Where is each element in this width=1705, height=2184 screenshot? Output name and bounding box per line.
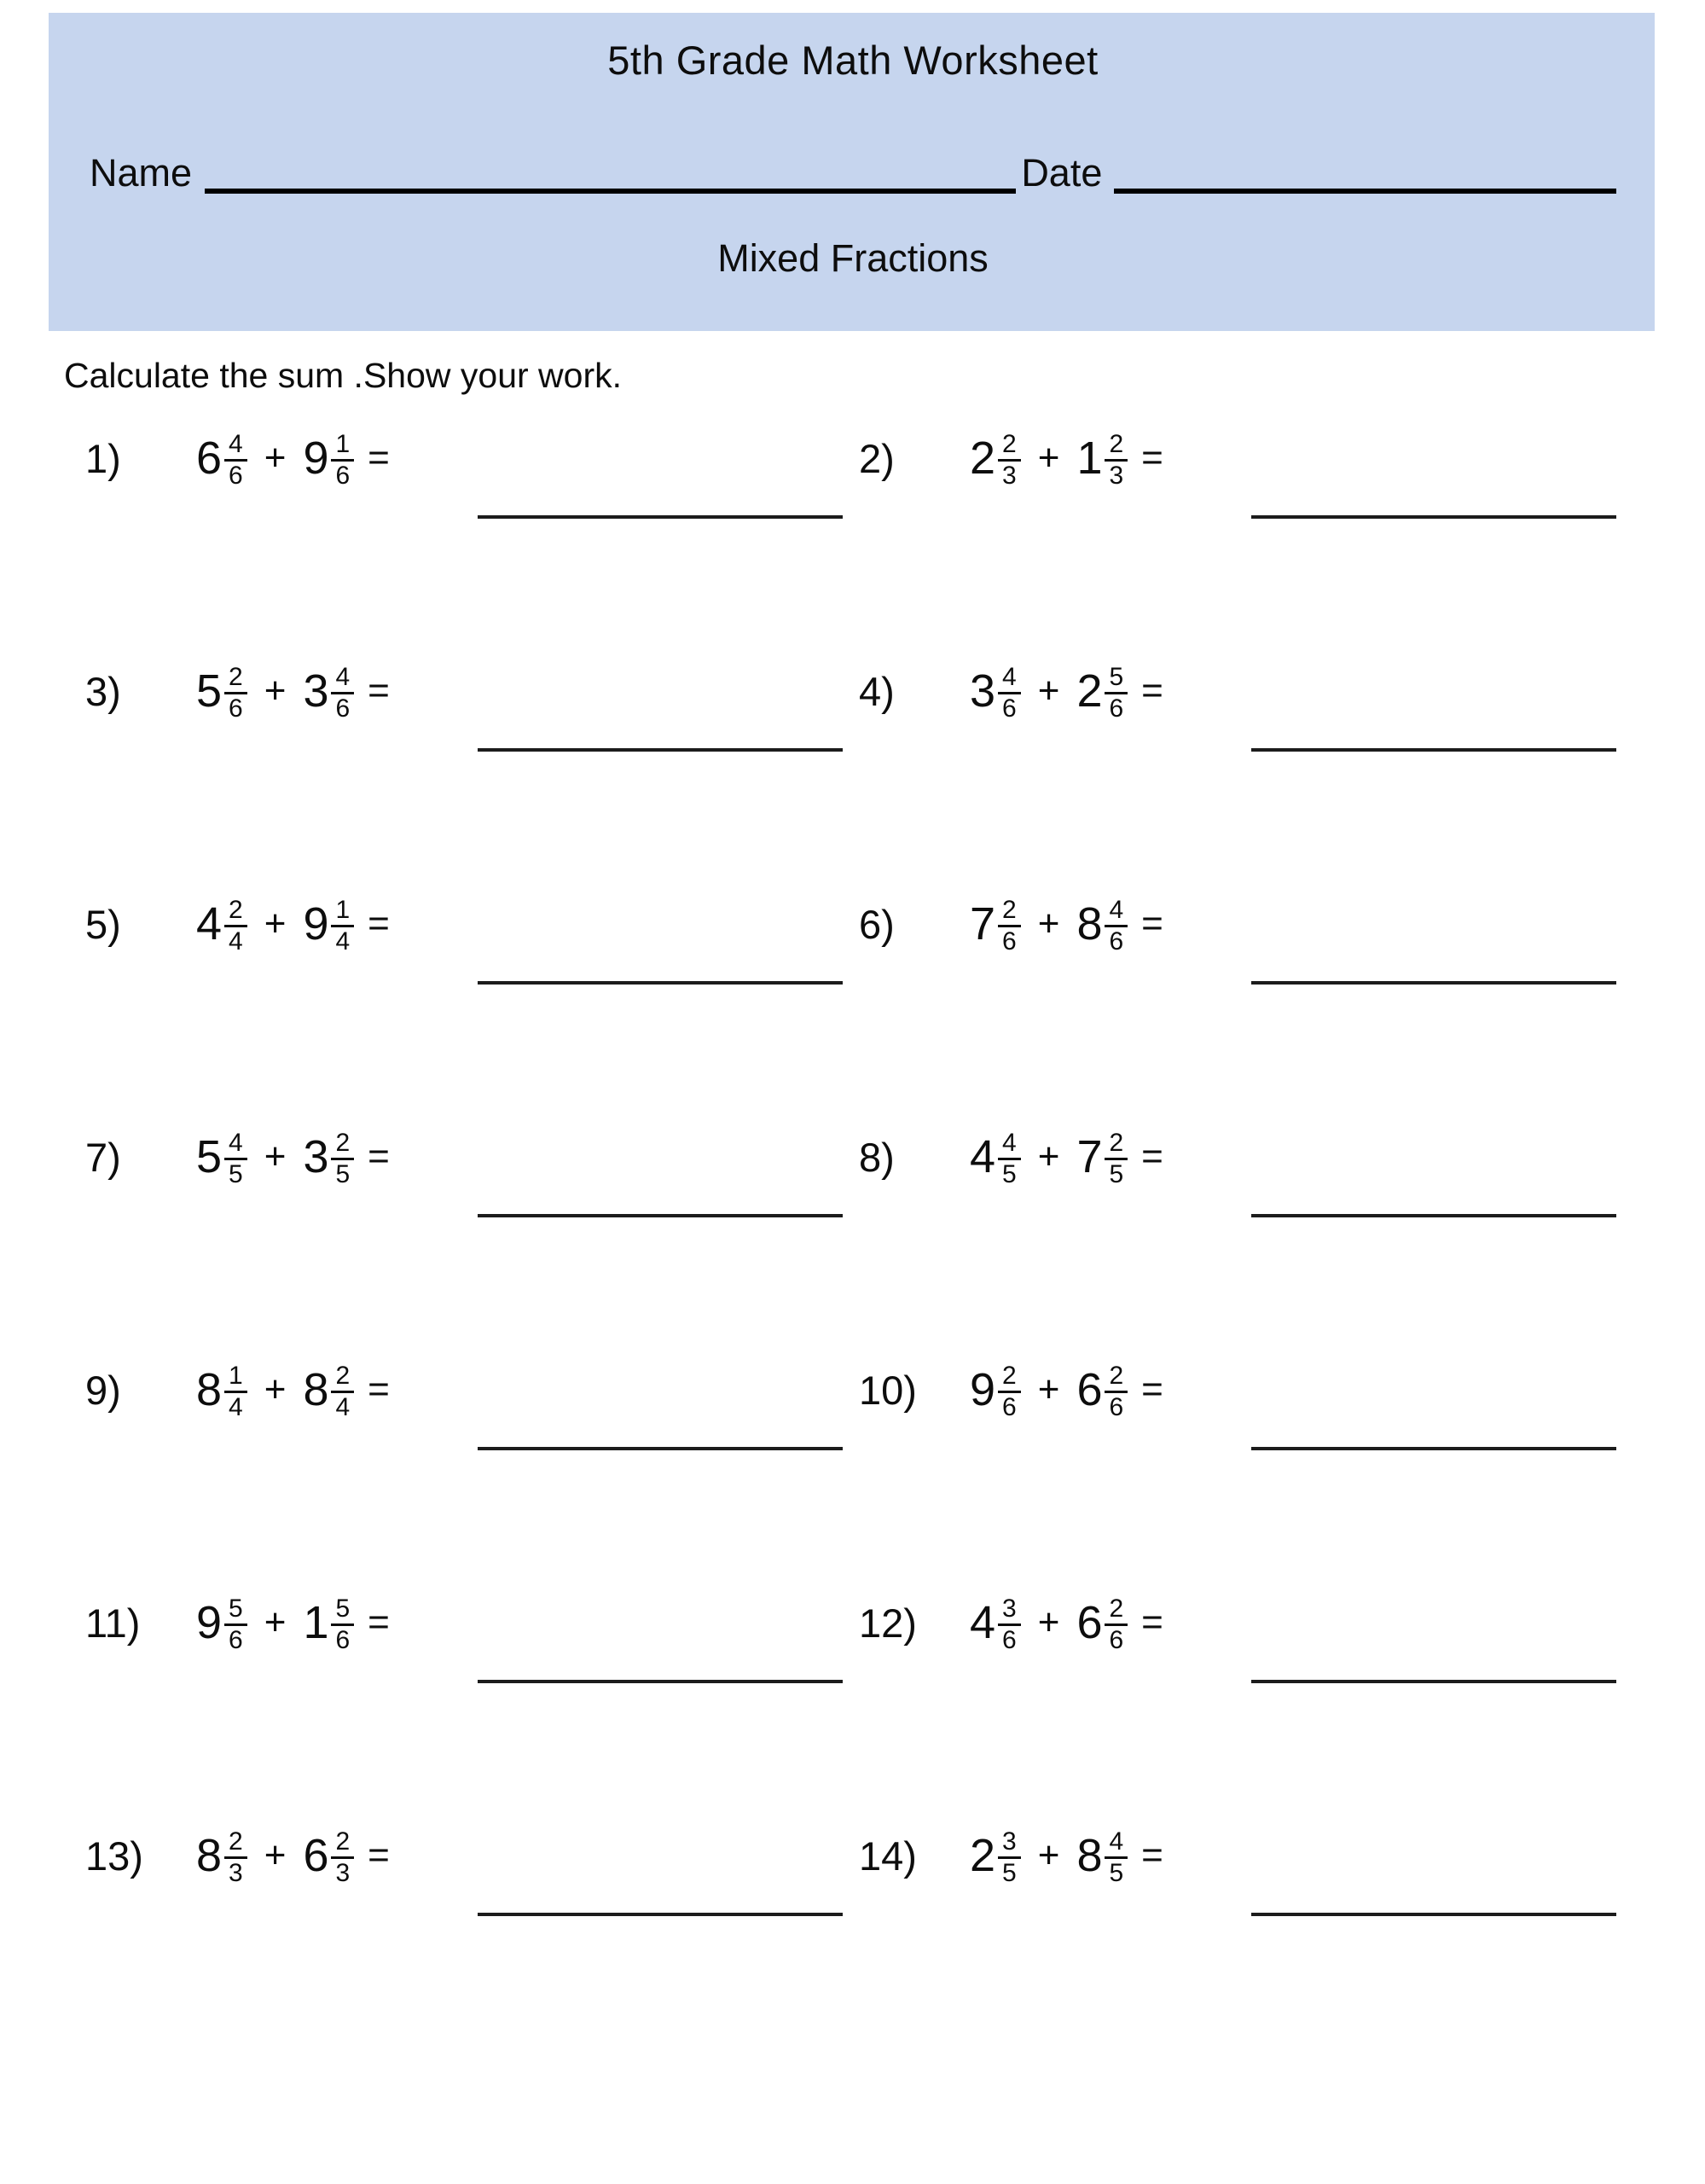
first-fraction <box>998 662 1021 723</box>
problem-number: 9) <box>85 1367 121 1413</box>
equals-sign: = <box>1141 1368 1163 1410</box>
second-numerator: 1 <box>331 897 354 927</box>
equals-sign: = <box>368 1368 390 1410</box>
first-numerator: 3 <box>998 1829 1021 1859</box>
problem <box>85 860 859 1093</box>
equals-sign: = <box>1141 670 1163 712</box>
first-numerator: 3 <box>998 1596 1021 1626</box>
equation-row <box>859 1572 1633 1673</box>
second-numerator: 2 <box>331 1363 354 1393</box>
second-whole-number: 9 <box>303 898 329 950</box>
second-denominator: 5 <box>335 1159 351 1188</box>
plus-sign: + <box>264 1368 287 1410</box>
first-denominator: 4 <box>229 926 243 956</box>
second-denominator: 3 <box>1109 461 1124 490</box>
first-numerator: 2 <box>224 897 247 927</box>
second-whole-number: 6 <box>1076 1597 1103 1648</box>
second-numerator: 5 <box>331 1596 354 1626</box>
equals-sign: = <box>1141 903 1163 944</box>
first-whole-number: 5 <box>196 1131 223 1182</box>
problem-number: 3) <box>85 668 121 714</box>
first-whole-number: 4 <box>970 1131 996 1182</box>
equation-row <box>85 1572 859 1673</box>
first-fraction <box>998 1596 1021 1653</box>
equals-sign: = <box>368 1834 390 1876</box>
second-denominator: 6 <box>1109 1392 1124 1421</box>
problem-number: 6) <box>859 901 895 947</box>
plus-sign: + <box>1037 670 1060 712</box>
plus-sign: + <box>1037 1834 1060 1876</box>
equals-sign: = <box>368 670 390 712</box>
second-fraction <box>331 1829 354 1886</box>
first-fraction <box>998 429 1021 490</box>
answer-blank-line[interactable] <box>478 515 843 519</box>
first-numerator: 2 <box>998 1363 1021 1393</box>
first-numerator: 2 <box>998 432 1021 462</box>
second-fraction <box>1105 897 1128 955</box>
first-whole-number: 7 <box>970 898 996 950</box>
plus-sign: + <box>264 903 287 944</box>
second-whole-number: 8 <box>303 1364 329 1415</box>
first-denominator: 6 <box>229 461 243 490</box>
second-fraction <box>1105 1363 1128 1420</box>
second-fraction <box>331 1596 354 1653</box>
plus-sign: + <box>264 1136 287 1177</box>
equation-row <box>859 641 1633 741</box>
equation-row <box>859 874 1633 974</box>
first-numerator: 4 <box>998 1130 1021 1160</box>
problem <box>85 394 859 627</box>
answer-blank-line[interactable] <box>1251 981 1616 985</box>
second-whole-number: 2 <box>1076 665 1103 717</box>
first-numerator: 2 <box>224 1829 247 1859</box>
problem-number: 13) <box>85 1833 143 1879</box>
plus-sign: + <box>1037 903 1060 944</box>
equals-sign: = <box>368 437 390 479</box>
second-numerator: 4 <box>331 665 354 694</box>
problem-number: 5) <box>85 901 121 947</box>
problem <box>859 860 1633 1093</box>
second-numerator: 2 <box>1105 1363 1128 1393</box>
first-denominator: 6 <box>229 694 243 723</box>
second-denominator: 5 <box>1109 1858 1124 1887</box>
first-denominator: 4 <box>229 1392 243 1421</box>
problem <box>859 1326 1633 1559</box>
first-denominator: 5 <box>1002 1159 1017 1188</box>
page-title: 5th Grade Math Worksheet <box>607 38 1099 83</box>
plus-sign: + <box>1037 1136 1060 1177</box>
problem-number: 7) <box>85 1134 121 1180</box>
first-whole-number: 4 <box>196 898 223 950</box>
second-whole-number: 9 <box>303 433 329 484</box>
first-fraction <box>998 1130 1021 1188</box>
answer-blank-line[interactable] <box>1251 515 1616 519</box>
problem <box>85 1792 859 2024</box>
name-date-row <box>90 142 1616 195</box>
second-denominator: 6 <box>1109 694 1124 723</box>
second-whole-number: 6 <box>1076 1364 1103 1415</box>
second-fraction <box>1105 1829 1128 1886</box>
answer-blank-line[interactable] <box>478 1913 843 1916</box>
second-denominator: 4 <box>335 926 351 956</box>
name-label: Name <box>90 151 193 195</box>
first-fraction <box>224 1829 247 1886</box>
first-fraction <box>224 1130 247 1188</box>
plus-sign: + <box>1037 1601 1060 1643</box>
answer-blank-line[interactable] <box>1251 748 1616 752</box>
first-whole-number: 8 <box>196 1364 223 1415</box>
second-numerator: 4 <box>1105 1829 1128 1859</box>
equation-row <box>85 1805 859 1906</box>
second-fraction <box>1105 1596 1128 1653</box>
worksheet-subtitle: Mixed Fractions <box>717 236 989 280</box>
answer-blank-line[interactable] <box>478 1214 843 1217</box>
first-fraction <box>998 1363 1021 1420</box>
problem <box>85 1326 859 1559</box>
second-fraction <box>331 1363 354 1420</box>
problems-grid <box>85 394 1633 2024</box>
first-fraction <box>224 662 247 723</box>
second-fraction <box>331 662 354 723</box>
problem <box>859 394 1633 627</box>
equation-row <box>85 1339 859 1440</box>
first-whole-number: 8 <box>196 1830 223 1881</box>
first-numerator: 4 <box>224 1130 247 1160</box>
first-fraction <box>998 897 1021 955</box>
first-denominator: 5 <box>1002 1858 1017 1887</box>
first-denominator: 6 <box>1002 926 1017 956</box>
first-numerator: 4 <box>224 432 247 462</box>
first-whole-number: 2 <box>970 433 996 484</box>
first-fraction <box>998 1829 1021 1886</box>
plus-sign: + <box>264 1601 287 1643</box>
first-whole-number: 9 <box>970 1364 996 1415</box>
equals-sign: = <box>1141 1601 1163 1643</box>
instructions-text: Calculate the sum .Show your work. <box>64 356 622 395</box>
first-numerator: 4 <box>998 665 1021 694</box>
second-fraction <box>1105 662 1128 723</box>
plus-sign: + <box>264 1834 287 1876</box>
problem <box>85 1093 859 1326</box>
plus-sign: + <box>264 670 287 712</box>
problem <box>859 1093 1633 1326</box>
second-denominator: 6 <box>1109 926 1124 956</box>
equation-row <box>85 874 859 974</box>
second-whole-number: 8 <box>1076 898 1103 950</box>
plus-sign: + <box>1037 1368 1060 1410</box>
equation-row <box>859 408 1633 508</box>
date-label: Date <box>1021 151 1103 195</box>
equals-sign: = <box>368 1601 390 1643</box>
first-fraction <box>224 1596 247 1653</box>
first-numerator: 2 <box>998 897 1021 927</box>
plus-sign: + <box>264 437 287 479</box>
answer-blank-line[interactable] <box>478 748 843 752</box>
problem <box>859 1792 1633 2024</box>
problem-number: 14) <box>859 1833 917 1879</box>
second-whole-number: 3 <box>303 1131 329 1182</box>
second-fraction <box>331 429 354 490</box>
problem <box>85 1559 859 1792</box>
second-whole-number: 1 <box>1076 433 1103 484</box>
first-denominator: 6 <box>1002 694 1017 723</box>
second-denominator: 6 <box>335 461 351 490</box>
problem <box>85 627 859 860</box>
second-denominator: 4 <box>335 1392 351 1421</box>
answer-blank-line[interactable] <box>1251 1680 1616 1683</box>
equation-row <box>859 1805 1633 1906</box>
worksheet-header <box>49 13 1655 331</box>
equation-row <box>859 1107 1633 1207</box>
problem-number: 2) <box>859 435 895 481</box>
second-fraction <box>1105 429 1128 490</box>
first-denominator: 6 <box>1002 1392 1017 1421</box>
answer-blank-line[interactable] <box>1251 1447 1616 1450</box>
first-denominator: 5 <box>229 1159 243 1188</box>
second-denominator: 6 <box>335 694 351 723</box>
second-denominator: 3 <box>335 1858 351 1887</box>
second-denominator: 6 <box>1109 1625 1124 1654</box>
second-numerator: 2 <box>1105 1596 1128 1626</box>
first-whole-number: 6 <box>196 433 223 484</box>
first-numerator: 2 <box>224 665 247 694</box>
second-fraction <box>331 1130 354 1188</box>
answer-blank-line[interactable] <box>478 1680 843 1683</box>
problem <box>859 627 1633 860</box>
first-whole-number: 9 <box>196 1597 223 1648</box>
first-denominator: 6 <box>229 1625 243 1654</box>
first-fraction <box>224 1363 247 1420</box>
first-denominator: 6 <box>1002 1625 1017 1654</box>
equation-row <box>859 1339 1633 1440</box>
first-whole-number: 4 <box>970 1597 996 1648</box>
first-denominator: 3 <box>229 1858 243 1887</box>
second-numerator: 4 <box>1105 897 1128 927</box>
second-numerator: 2 <box>331 1130 354 1160</box>
second-whole-number: 7 <box>1076 1131 1103 1182</box>
problem-number: 1) <box>85 435 121 481</box>
first-numerator: 5 <box>224 1596 247 1626</box>
second-whole-number: 8 <box>1076 1830 1103 1881</box>
first-whole-number: 3 <box>970 665 996 717</box>
second-whole-number: 3 <box>303 665 329 717</box>
first-numerator: 1 <box>224 1363 247 1393</box>
equation-row <box>85 1107 859 1207</box>
answer-blank-line[interactable] <box>1251 1214 1616 1217</box>
problem-number: 10) <box>859 1367 917 1413</box>
equation-row <box>85 641 859 741</box>
second-whole-number: 1 <box>303 1597 329 1648</box>
second-numerator: 2 <box>1105 1130 1128 1160</box>
answer-blank-line[interactable] <box>478 981 843 985</box>
second-fraction <box>331 897 354 955</box>
equals-sign: = <box>368 903 390 944</box>
problem-number: 8) <box>859 1134 895 1180</box>
equals-sign: = <box>1141 1834 1163 1876</box>
first-fraction <box>224 429 247 490</box>
equals-sign: = <box>1141 437 1163 479</box>
second-whole-number: 6 <box>303 1830 329 1881</box>
second-fraction <box>1105 1130 1128 1188</box>
problem-number: 12) <box>859 1600 917 1646</box>
second-numerator: 2 <box>331 1829 354 1859</box>
second-denominator: 6 <box>335 1625 351 1654</box>
first-whole-number: 2 <box>970 1830 996 1881</box>
answer-blank-line[interactable] <box>478 1447 843 1450</box>
name-blank-line[interactable] <box>205 189 1016 194</box>
first-whole-number: 5 <box>196 665 223 717</box>
plus-sign: + <box>1037 437 1060 479</box>
first-fraction <box>224 897 247 955</box>
second-numerator: 2 <box>1105 432 1128 462</box>
problem-number: 11) <box>85 1600 141 1646</box>
equals-sign: = <box>368 1136 390 1177</box>
problem <box>859 1559 1633 1792</box>
first-denominator: 3 <box>1002 461 1017 490</box>
equals-sign: = <box>1141 1136 1163 1177</box>
date-blank-line[interactable] <box>1114 189 1616 194</box>
problem-number: 4) <box>859 668 895 714</box>
second-numerator: 5 <box>1105 665 1128 694</box>
equation-row <box>85 408 859 508</box>
answer-blank-line[interactable] <box>1251 1913 1616 1916</box>
second-denominator: 5 <box>1109 1159 1124 1188</box>
second-numerator: 1 <box>331 432 354 462</box>
